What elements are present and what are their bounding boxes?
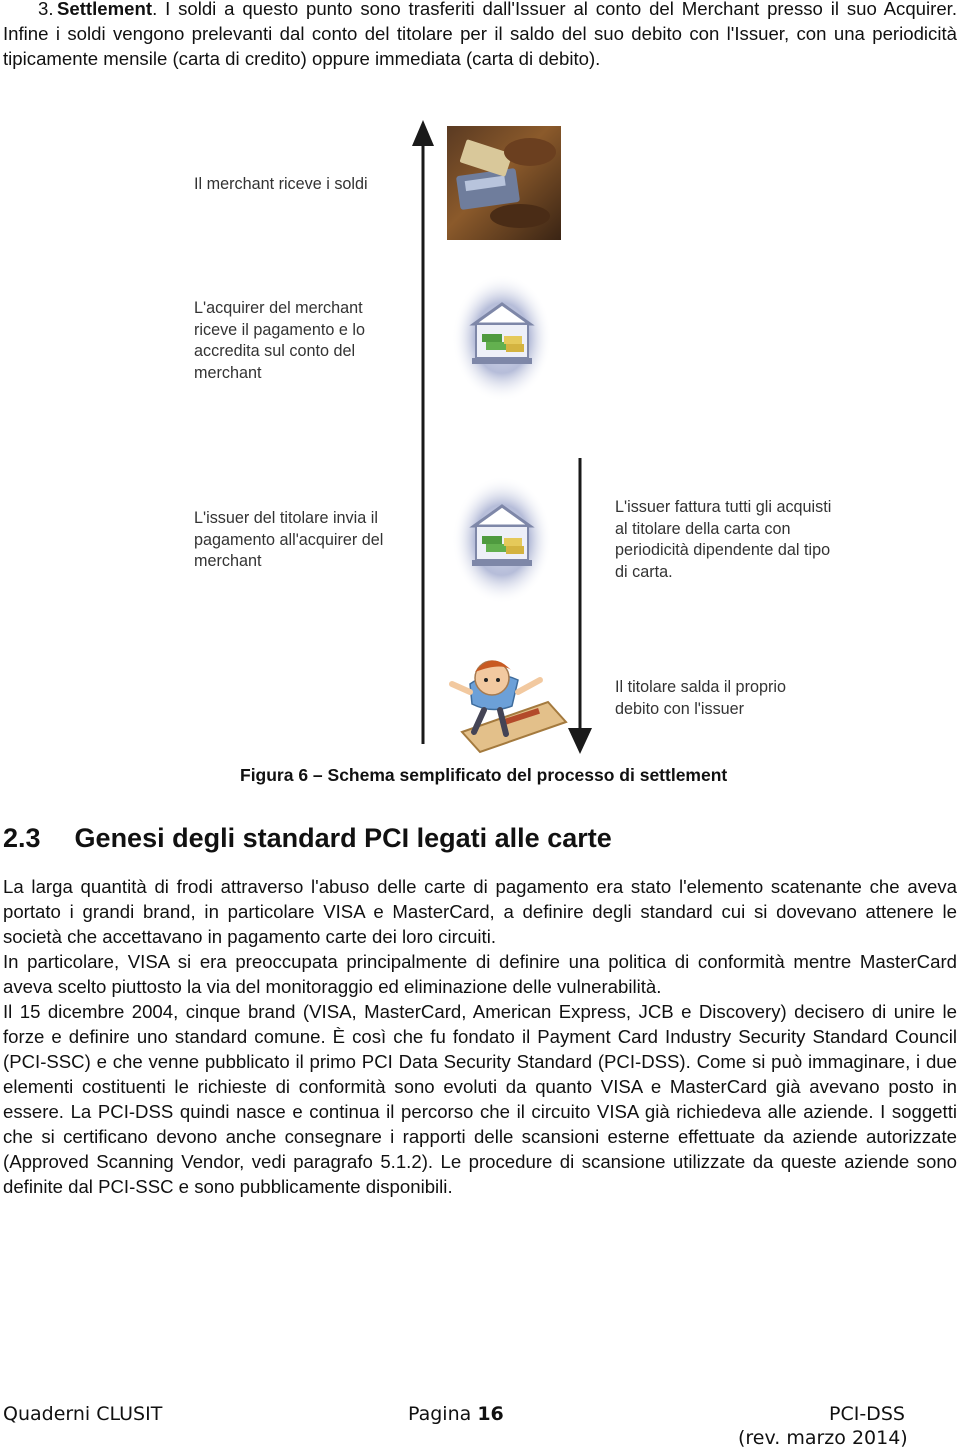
footer-document: PCI-DSS: [829, 1403, 905, 1425]
footer-publication: Quaderni CLUSIT: [3, 1403, 163, 1425]
term-settlement: Settlement: [57, 0, 153, 19]
label-issuer-bills: L'issuer fattura tutti gli acquisti al titolare della carta con periodicità dipendente dal tipo di carta.: [615, 498, 832, 581]
card-payment-photo: [447, 126, 561, 240]
up-arrow: [412, 120, 434, 744]
page-number: 16: [477, 1403, 504, 1425]
label-acquirer: L'acquirer del merchant riceve il pagamento e lo accredita sul conto del merchant: [194, 299, 365, 382]
page-label: Pagina: [408, 1403, 472, 1425]
paragraph: In particolare, VISA si era preoccupata principalmente di definire una politica di conformità mentre MasterCard aveva scelto piuttosto la via del monitoraggio ed eliminazione delle vulnerabilità.: [3, 951, 957, 997]
settlement-diagram: [0, 112, 960, 762]
footer-revision: (rev. marzo 2014): [738, 1427, 908, 1449]
intro-text: [3, 0, 957, 71]
label-holder-pays: Il titolare salda il proprio debito con l'issuer: [615, 678, 786, 718]
section-body: [3, 874, 957, 1199]
paragraph: Il 15 dicembre 2004, cinque brand (VISA, MasterCard, American Express, JCB e Discovery) decisero di unire le forze e definire uno standard comune. È così che fu fondato il Payment Card Industry Security Standard Council (PCI-SSC) e che venne pubblicato il primo PCI Data Security Standard (PCI-DSS). Come si può immaginare, i due elementi costituenti le richieste di conformità sono evoluti da quanto VISA e MasterCard già avevano posto in essere. La PCI-DSS quindi nasce e continua il percorso che il circuito VISA già richiedeva alle aziende. I soggetti che si certificano devono anche consegnare i rapporti delle scansioni esterne effettuate da aziende autorizzate (Approved Scanning Vendor, vedi paragrafo 5.1.2). Le procedure di scansione utilizzate da queste aziende sono definite dal PCI-SSC e sono pubblicamente disponibili.: [3, 1001, 957, 1197]
intro-paragraph: [3, 0, 957, 71]
down-arrow: [568, 458, 592, 754]
footer-page: [408, 1401, 504, 1427]
label-merchant-receives: Il merchant riceve i soldi: [194, 175, 368, 193]
figure-caption: Figura 6 – Schema semplificato del processo di settlement: [240, 765, 728, 785]
section-title: Genesi degli standard PCI legati alle carte: [74, 823, 612, 853]
section-heading: [3, 823, 612, 854]
diagram-graphics: [0, 112, 960, 762]
list-number: 3.: [38, 0, 54, 19]
label-issuer-sends: L'issuer del titolare invia il pagamento all'acquirer del merchant: [194, 509, 384, 570]
bank-icon: [452, 476, 552, 604]
section-number: 2.3: [3, 823, 41, 853]
paragraph: La larga quantità di frodi attraverso l'abuso delle carte di pagamento era stato l'elemento scatenante che aveva portato i grandi brand, in particolare VISA e MasterCard, a definire degli standard cui si dovevano attenere le società che accettavano in pagamento carte dei loro circuiti.: [3, 876, 957, 947]
cardholder-cartoon: [452, 660, 566, 752]
intro-body: . I soldi a questo punto sono trasferiti dall'Issuer al conto del Merchant presso il suo Acquirer. Infine i soldi vengono prelevanti dal conto del titolare per il saldo del suo debito con l'Issuer, con una periodicità tipicamente mensile (carta di credito) oppure immediata (carta di debito).: [3, 0, 957, 69]
bank-icon: [452, 274, 552, 402]
